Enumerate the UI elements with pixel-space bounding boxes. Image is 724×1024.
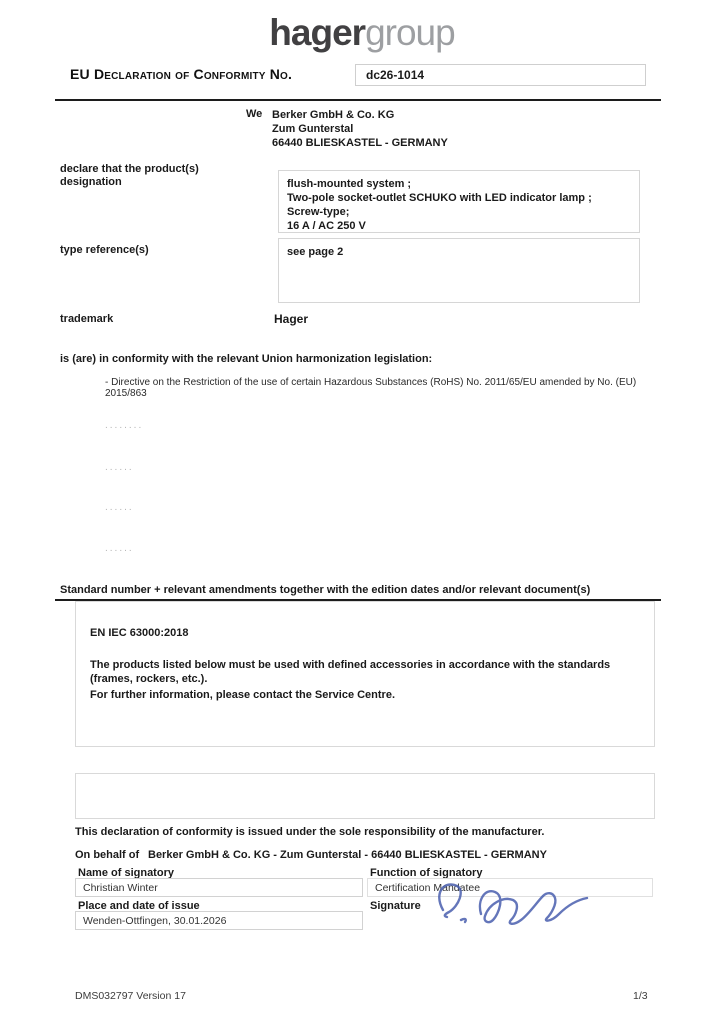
manufacturer-street: Zum Gunterstal (272, 123, 354, 135)
dotted-placeholder: ...... (105, 502, 134, 513)
signature-label: Signature (370, 900, 421, 912)
responsibility-statement: This declaration of conformity is issued under the sole responsibility of the manufacturer. (75, 826, 545, 838)
designation-field (278, 170, 640, 233)
manufacturer-city: 66440 BLIESKASTEL - GERMANY (272, 137, 448, 149)
declare-label: declare that the product(s) designation (60, 163, 199, 188)
standard-number: EN IEC 63000:2018 (90, 627, 189, 639)
standards-heading: Standard number + relevant amendments together with the edition dates and/or relevant document(s) (60, 584, 591, 596)
name-of-signatory-label: Name of signatory (78, 867, 174, 879)
trademark-value: Hager (274, 312, 309, 326)
hagergroup-logo (0, 12, 724, 54)
additional-documents-field (75, 773, 655, 819)
document-number: dc26-1014 (366, 68, 425, 82)
we-label: We (246, 108, 263, 120)
designation-line: Screw-type; (287, 206, 350, 218)
page-number: 1/3 (633, 990, 648, 1002)
on-behalf-label: On behalf of (75, 849, 140, 861)
divider-top (55, 99, 661, 101)
manufacturer-name: Berker GmbH & Co. KG (272, 109, 395, 121)
designation-line: Two-pole socket-outlet SCHUKO with LED indicator lamp ; (287, 192, 592, 204)
directive-item: - Directive on the Restriction of the use of certain Hazardous Substances (RoHS) No. 2011/65/EU amended by No. (EU) 2015/863 (105, 377, 637, 399)
function-of-signatory-label: Function of signatory (370, 867, 483, 879)
signatory-name: Christian Winter (83, 882, 158, 894)
document-reference: DMS032797 Version 17 (75, 990, 186, 1002)
document-number-field (355, 64, 646, 86)
place-date-field (75, 911, 363, 930)
type-reference-label: type reference(s) (60, 244, 149, 256)
place-date-value: Wenden-Ottfingen, 30.01.2026 (83, 915, 227, 927)
place-date-label: Place and date of issue (78, 900, 200, 912)
logo-text-hager: hager (269, 12, 366, 53)
conformity-statement: is (are) in conformity with the relevant Union harmonization legislation: (60, 353, 433, 365)
dotted-placeholder: ...... (105, 543, 134, 554)
signatory-name-field (75, 878, 363, 897)
logo-text-group: group (365, 12, 455, 53)
dotted-placeholder: ...... (105, 462, 134, 473)
standards-field (75, 601, 655, 747)
dotted-placeholder: ........ (105, 420, 144, 431)
trademark-label: trademark (60, 313, 114, 325)
standards-note-1: The products listed below must be used with defined accessories in accordance with the standards (frames, rockers, etc.). (90, 659, 611, 685)
signatory-function-field (367, 878, 653, 897)
designation-line: flush-mounted system ; (287, 178, 412, 190)
type-reference-value: see page 2 (287, 246, 344, 258)
on-behalf-value: Berker GmbH & Co. KG - Zum Gunterstal - 66440 BLIESKASTEL - GERMANY (148, 849, 547, 861)
type-reference-field (278, 238, 640, 303)
document-title: EU Declaration of Conformity No. (70, 66, 293, 82)
manufacturer-address (272, 108, 448, 150)
designation-line: 16 A / AC 250 V (287, 220, 366, 232)
standards-note-2: For further information, please contact the Service Centre. (90, 689, 396, 701)
signatory-function: Certification Mandatee (375, 882, 481, 894)
